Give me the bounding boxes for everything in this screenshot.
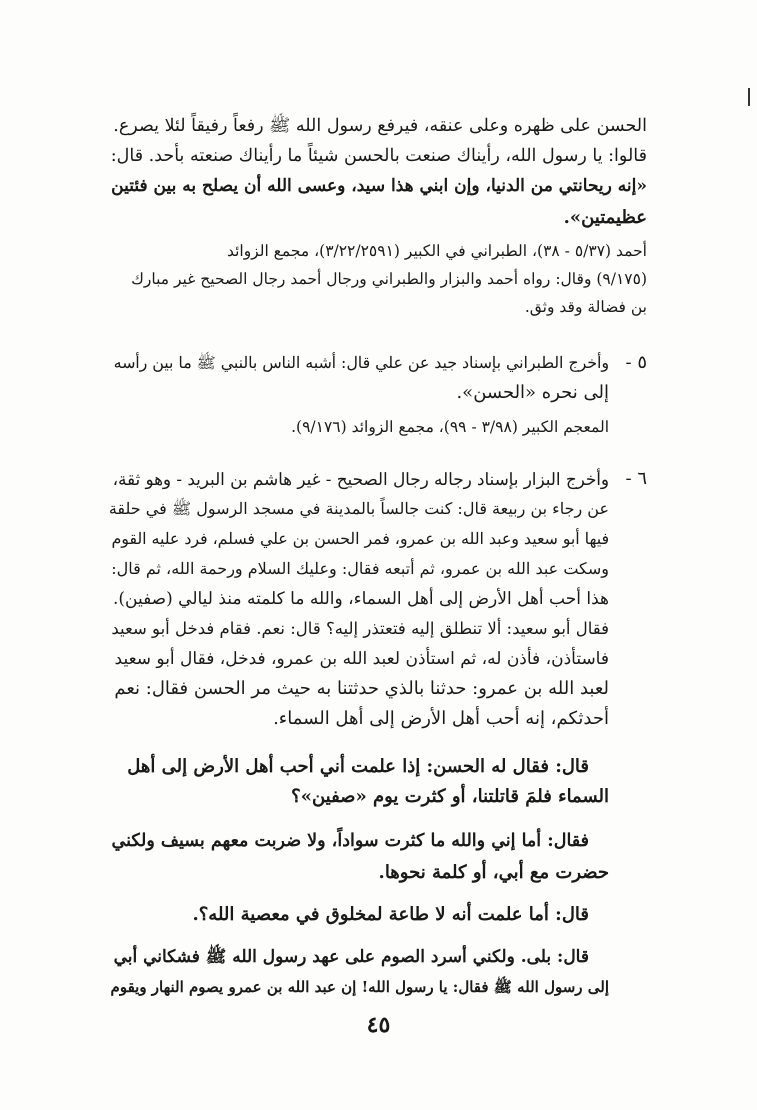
dialog-line: السماء فلمَ قاتلتنا، أو كثرت يوم «صفين»؟ [291,786,609,807]
dialog-line: فقال: أما إني والله ما كثرت سواداً، ولا ضربت معهم بسيف ولكني [111,831,589,851]
text-line: قالوا: يا رسول الله، رأيناك صنعت بالحسن شيئاً ما رأيناك صنعته بأحد. قال: [110,146,647,166]
text-line: إلى نحره «الحسن». [456,382,609,403]
hadith-quote-line: عظيمتين». [563,207,647,228]
reference-line: (٩/١٧٥) وقال: رواه أحمد والبزار والطبراني ورجال أحمد رجال الصحيح غير مبارك [131,270,647,288]
text-line: فاستأذن، فأذن له، ثم استأذن لعبد الله بن عمرو، فدخل، فقال أبو سعيد [114,649,609,669]
text-line: وأخرج البزار بإسناد رجاله رجال الصحيح - غير هاشم بن البريد - وهو ثقة، [112,469,609,489]
page-number: ٤٥ [366,1012,391,1038]
text-line: فقال أبو سعيد: ألا تنطلق إليه فتعتذر إليه؟ قال: نعم. فقام فدخل أبو سعيد [111,619,609,638]
text-line: عن رجاء بن ربيعة قال: كنت جالساً بالمدينة في مسجد الرسول ﷺ في حلقة [108,499,609,518]
dialog-line: حضرت مع أبي، أو كلمة نحوها. [378,862,609,883]
reference-line: أحمد (٥/٣٧ - ٣٨)، الطبراني في الكبير (٣/٢٢/٢٥٩١)، مجمع الزوائد [226,242,647,260]
text-line: هذا أحب أهل الأرض إلى أهل السماء، والله ما كلمته منذ ليالي (صفين). [112,589,609,609]
dialog-line: قال: فقال له الحسن: إذا علمت أني أحب أهل الأرض إلى أهل [127,756,589,777]
text-line: وسكت عبد الله بن عمرو، ثم أتبعه فقال: وعليك السلام ورحمة الله، ثم قال: [111,559,609,578]
text-line: فيها أبو سعيد وعبد الله بن عمرو، فمر الحسن بن علي فسلم، فرد عليه القوم [111,529,609,548]
item-number: ٦ - [625,468,647,489]
dialog-line: قال: بلى. ولكني أسرد الصوم على عهد رسول الله ﷺ فشكاني أبي [113,947,589,967]
text-line: وأخرج الطبراني بإسناد جيد عن علي قال: أشبه الناس بالنبي ﷺ ما بين رأسه [113,353,609,372]
margin-mark [748,88,750,106]
item-number: ٥ - [625,352,647,373]
reference-line: بن فضالة وقد وثق. [524,298,647,316]
dialog-line: إلى رسول الله ﷺ فقال: يا رسول الله! إن عبد الله بن عمرو يصوم النهار ويقوم [110,978,609,996]
hadith-quote-line: «إنه ريحانتي من الدنيا، وإن ابني هذا سيد، وعسى الله أن يصلح به بين فئتين [111,176,647,196]
reference-line: المعجم الكبير (٣/٩٨ - ٩٩)، مجمع الزوائد (٩/١٧٦). [291,418,609,436]
text-line: الحسن على ظهره وعلى عنقه، فيرفع رسول الله ﷺ رفعاً رفيقاً لئلا يصرع. [113,116,647,136]
text-line: أحدثكم، إنه أحب أهل الأرض إلى أهل السماء. [273,708,609,729]
text-line: لعبد الله بن عمرو: حدثنا بالذي حدثتنا به حيث مر الحسن فقال: نعم [114,678,609,699]
dialog-line: قال: أما علمت أنه لا طاعة لمخلوق في معصية الله؟. [192,904,589,925]
